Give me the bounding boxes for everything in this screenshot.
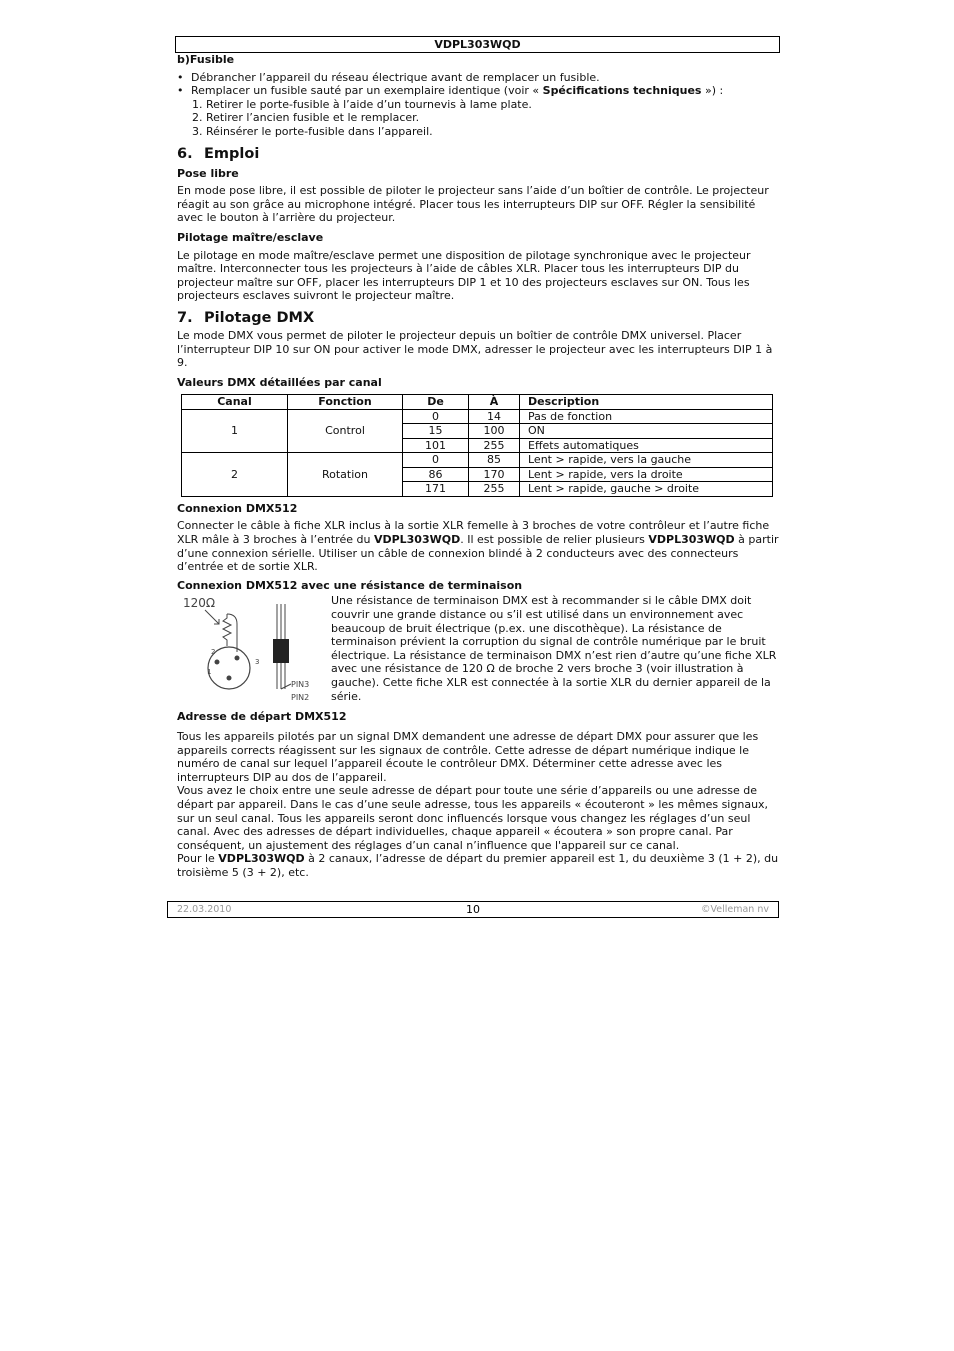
table-header-row [182,395,773,410]
model-title: VDPL303WQD [434,38,521,51]
section-title: Emploi [204,145,260,162]
de-cell: 0 [403,409,469,424]
de-cell: 171 [403,482,469,497]
dmx-table [181,394,773,497]
desc-cell: Effets automatiques [520,438,773,453]
conn-text-3: à partir d’une connexion sérielle. Utiliser un câble de connexion blindé à 2 conducteurs avec des connecteurs d’entrée et de sortie XLR. [177,532,779,574]
xlr-terminator-figure [177,594,317,706]
conn-text [177,519,779,573]
desc-cell: ON [520,424,773,439]
ohm-label: 120Ω [183,596,216,611]
addr-text-1: Tous les appareils pilotés par un signal DMX demandent une adresse de départ DMX pour assurer que les appareils corrects réagissent sur les signaux de contrôle. Cette adresse de départ numérique indique le numéro de canal sur lequel l’appareil écoute le contrôleur DMX. Déterminer cette adresse avec les interrupteurs DIP au dos de l’appareil. [177,729,759,784]
term-heading: Connexion DMX512 avec une résistance de terminaison [177,578,523,592]
arrow-line [205,610,219,624]
document-header [175,36,780,53]
addr-text-3b: à 2 canaux, l’adresse de départ du premier appareil est 1, du deuxième 3 (1 + 2), du troisième 5 (3 + 2), etc. [177,852,779,879]
cable-shrink-sleeve [273,639,289,663]
a-cell: 255 [469,482,520,497]
pin-lead [281,684,291,689]
addr-heading: Adresse de départ DMX512 [177,710,347,724]
pin-2-dot [235,656,240,661]
de-cell: 0 [403,453,469,468]
section-title: Pilotage DMX [204,309,315,326]
pin-1-dot [215,660,220,665]
pin-3-dot [227,676,232,681]
xlr-terminator-diagram [177,594,317,706]
a-cell: 85 [469,453,520,468]
fuse-bullets [177,71,779,98]
pin2-text: PIN2 [291,693,310,703]
section-6-heading [177,145,779,163]
col-description: Description [520,395,773,410]
term-block [177,594,779,706]
conn-heading: Connexion DMX512 [177,501,298,515]
canal-cell: 2 [182,453,288,497]
resistor-symbol [223,614,231,646]
fuse-bullet-2-end: ») : [701,84,724,98]
pin-3-label: 3 [255,658,260,667]
document-footer [167,901,779,918]
spec-ref: Spécifications techniques [542,84,702,98]
col-de: De [403,395,469,410]
addr-text-3a: Pour le [177,852,219,866]
col-a: À [469,395,520,410]
canal-cell: 1 [182,409,288,453]
fuse-bullet-2 [191,84,779,98]
addr-text-2: Vous avez le choix entre une seule adresse de départ pour toute une série d’appareils ou une adresse de départ par appareil. Dans le cas d’une seule adresse, tous les appareils « écouteront » les mêmes signaux, sur un seul canal. Tous les appareils seront donc influencés lorsque vous changez les réglages d’un seul canal. Avec des adresses de départ individuelles, chaque appareil « écoutera » son propre canal. Par conséquent, un ajustement des réglages d’un canal n’influence que l'appareil sur ce canal. [177,784,769,852]
desc-cell: Lent > rapide, vers la gauche [520,453,773,468]
desc-cell: Lent > rapide, gauche > droite [520,482,773,497]
desc-cell: Pas de fonction [520,409,773,424]
col-canal: Canal [182,395,288,410]
fuse-steps [177,98,779,139]
model-ref: VDPL303WQD [648,532,735,546]
fuse-step: 2. Retirer l’ancien fusible et le remplacer. [192,111,420,125]
fuse-heading: b)Fusible [177,53,235,66]
fonction-cell: Rotation [288,453,403,497]
page-number: 10 [466,903,480,916]
table-row [182,409,773,424]
model-ref: VDPL303WQD [373,532,461,546]
dmx-intro: Le mode DMX vous permet de piloter le projecteur depuis un boîtier de contrôle DMX universel. Placer l’interrupteur DIP 10 sur ON pour activer le mode DMX, adresser le projecteur avec les interrupteurs DIP 1 à 9. [177,328,773,370]
fuse-bullet-2-text: Remplacer un fusible sauté par un exemplaire identique (voir « [191,84,543,98]
a-cell: 14 [469,409,520,424]
a-cell: 100 [469,424,520,439]
fonction-cell: Control [288,409,403,453]
footer-date: 22.03.2010 [177,904,232,915]
addr-text-3 [177,852,779,879]
fuse-bullet-1: • Débrancher l’appareil du réseau électrique avant de remplacer un fusible. [191,71,779,85]
pose-heading: Pose libre [177,166,239,180]
master-text: Le pilotage en mode maître/esclave permet une disposition de pilotage synchronique avec le projecteur maître. Interconnecter tous les projecteurs à l’aide de câbles XLR. Placer tous les interrupteurs DIP du projecteur maître sur OFF, placer les interrupteurs DIP 1 et 10 des projecteurs esclaves sur ON. Tous les projecteurs esclaves suivront le projecteur maître. [177,248,751,303]
fuse-step: 1. Retirer le porte-fusible à l’aide d’un tournevis à lame plate. [192,97,532,111]
table-heading: Valeurs DMX détaillées par canal [177,375,382,389]
de-cell: 15 [403,424,469,439]
de-cell: 86 [403,467,469,482]
de-cell: 101 [403,438,469,453]
pin-1-label: 1 [207,668,212,677]
section-7-heading [177,309,779,327]
fuse-step: 3. Réinsérer le porte-fusible dans l’appareil. [192,124,433,138]
pose-text: En mode pose libre, il est possible de piloter le projecteur sans l’aide d’un boîtier de contrôle. Le projecteur réagit au son grâce au microphone intégré. Placer tous les interrupteurs DIP sur OFF. Régler la sensibilité avec le bouton à l’arrière du projecteur. [177,184,769,225]
table-row [182,453,773,468]
pin3-text: PIN3 [291,680,310,690]
term-text: Une résistance de terminaison DMX est à recommander si le câble DMX doit couvrir une grande distance ou s’il est utilisé dans un environnement avec beaucoup de bruit électrique (p.ex. une discothèque). La résistance de terminaison prévient la corruption du signal de contrôle numérique par le bruit électrique. La résistance de terminaison DMX n’est rien d’autre qu’une fiche XLR avec une résistance de 120 Ω de broche 2 vers broche 3 (voir illustration à gauche). Cette fiche XLR est connectée à la sortie XLR du dernier appareil de la série. [331,594,777,703]
conn-text-2: . Il est possible de relier plusieurs [460,532,649,546]
conn-text-1: Connecter le câble à fiche XLR inclus à la sortie XLR femelle à 3 broches de votre contrôleur et l’autre fiche XLR mâle à 3 broches à l’entrée du [177,519,770,546]
master-heading: Pilotage maître/esclave [177,230,324,244]
section-number: 7. [177,309,193,326]
desc-cell: Lent > rapide, vers la droite [520,467,773,482]
footer-copyright: ©Velleman nv [701,904,769,915]
pin-2-label: 2 [211,648,216,657]
col-fonction: Fonction [288,395,403,410]
a-cell: 170 [469,467,520,482]
a-cell: 255 [469,438,520,453]
section-number: 6. [177,145,193,162]
model-ref: VDPL303WQD [218,852,305,866]
page-content [177,53,779,879]
